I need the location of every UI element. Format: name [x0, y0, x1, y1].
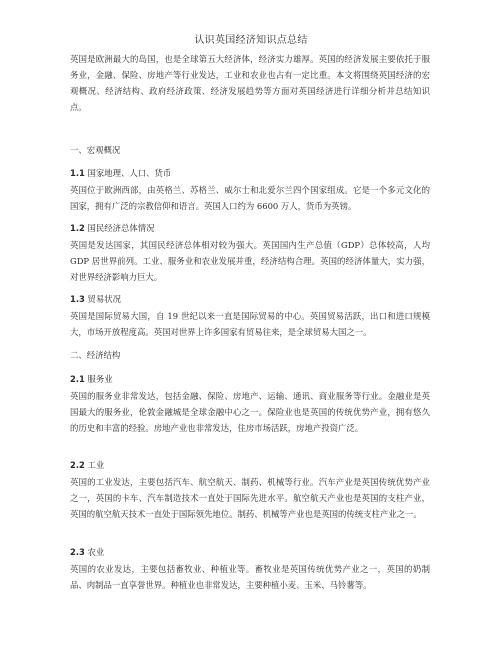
intro-paragraph: 英国是欧洲最大的岛国，也是全球第五大经济体，经济实力雄厚。英国的经济发展主要依托于服务业，金融、保险、房地产等行业发达，工业和农业也占有一定比重。本文将围绕英国经济的宏观概况、经济结构、政府经济政策、经济发展趋势等方面对英国经济进行详细分析并总结知识点。 — [70, 54, 430, 112]
subheading-1-3 — [70, 293, 121, 305]
subheading-number: 1.1 — [70, 168, 85, 178]
subheading-2-3 — [70, 546, 104, 558]
document-title: 认识英国经济知识点总结 — [194, 35, 308, 46]
paragraph-1-1: 英国位于欧洲西部，由英格兰、苏格兰、威尔士和北爱尔兰四个国家组成。它是一个多元文化的国家，拥有广泛的宗教信仰和语言。英国人口约为 6600 万人，货币为英镑。 — [70, 185, 430, 211]
subheading-number: 2.2 — [70, 460, 85, 470]
section-heading-macro: 一、宏观概况 — [70, 145, 121, 155]
subheading-2-1 — [70, 373, 113, 385]
subheading-number: 2.1 — [70, 374, 85, 384]
subheading-1-1 — [70, 167, 171, 179]
subheading-label: 贸易状况 — [87, 294, 122, 304]
subheading-label: 工业 — [87, 460, 105, 470]
paragraph-2-1: 英国的服务业非常发达，包括金融、保险、房地产、运输、通讯、商业服务等行业。金融业是英国最大的服务业，伦敦金融城是全球金融中心之一。保险业也是英国的传统优势产业，拥有悠久的历史和丰富的经验。房地产业也非常发达，住房市场活跃，房地产投资广泛。 — [70, 391, 430, 433]
paragraph-2-2: 英国的工业发达，主要包括汽车、航空航天、制药、机械等行业。汽车产业是英国传统优势产业之一，英国的卡车、汽车制造技术一直处于国际先进水平。航空航天产业也是英国的支柱产业，英国的航空航天技术一直处于国际领先地位。制药、机械等产业也是英国的传统支柱产业之一。 — [70, 477, 430, 519]
subheading-2-2 — [70, 459, 104, 471]
subheading-label: 国民经济总体情况 — [87, 223, 155, 233]
subheading-label: 农业 — [87, 547, 105, 557]
subheading-1-2 — [70, 222, 155, 234]
subheading-label: 国家地理、人口、货币 — [87, 168, 172, 178]
subheading-number: 2.3 — [70, 547, 85, 557]
subheading-number: 1.2 — [70, 223, 85, 233]
paragraph-2-3: 英国的农业发达，主要包括畜牧业、种植业等。畜牧业是英国传统优势产业之一，英国的奶制品、肉制品一直享誉世界。种植业也非常发达，主要种植小麦、玉米、马铃薯等。 — [70, 564, 430, 590]
paragraph-1-3: 英国是国际贸易大国，自 19 世纪以来一直是国际贸易的中心。英国贸易活跃，出口和进口规模大，市场开放程度高。英国对世界上许多国家有贸易往来，是全球贸易大国之一。 — [70, 311, 430, 337]
section-heading-structure: 二、经济结构 — [70, 350, 121, 360]
subheading-number: 1.3 — [70, 294, 85, 304]
subheading-label: 服务业 — [87, 374, 113, 384]
paragraph-1-2: 英国是发达国家，其国民经济总体相对较为强大。英国国内生产总值（GDP）总体较高，人均 GDP 居世界前列。工业、服务业和农业发展并重，经济结构合理。英国的经济体量大，实力强，对世界经济影响力巨大。 — [70, 240, 430, 282]
